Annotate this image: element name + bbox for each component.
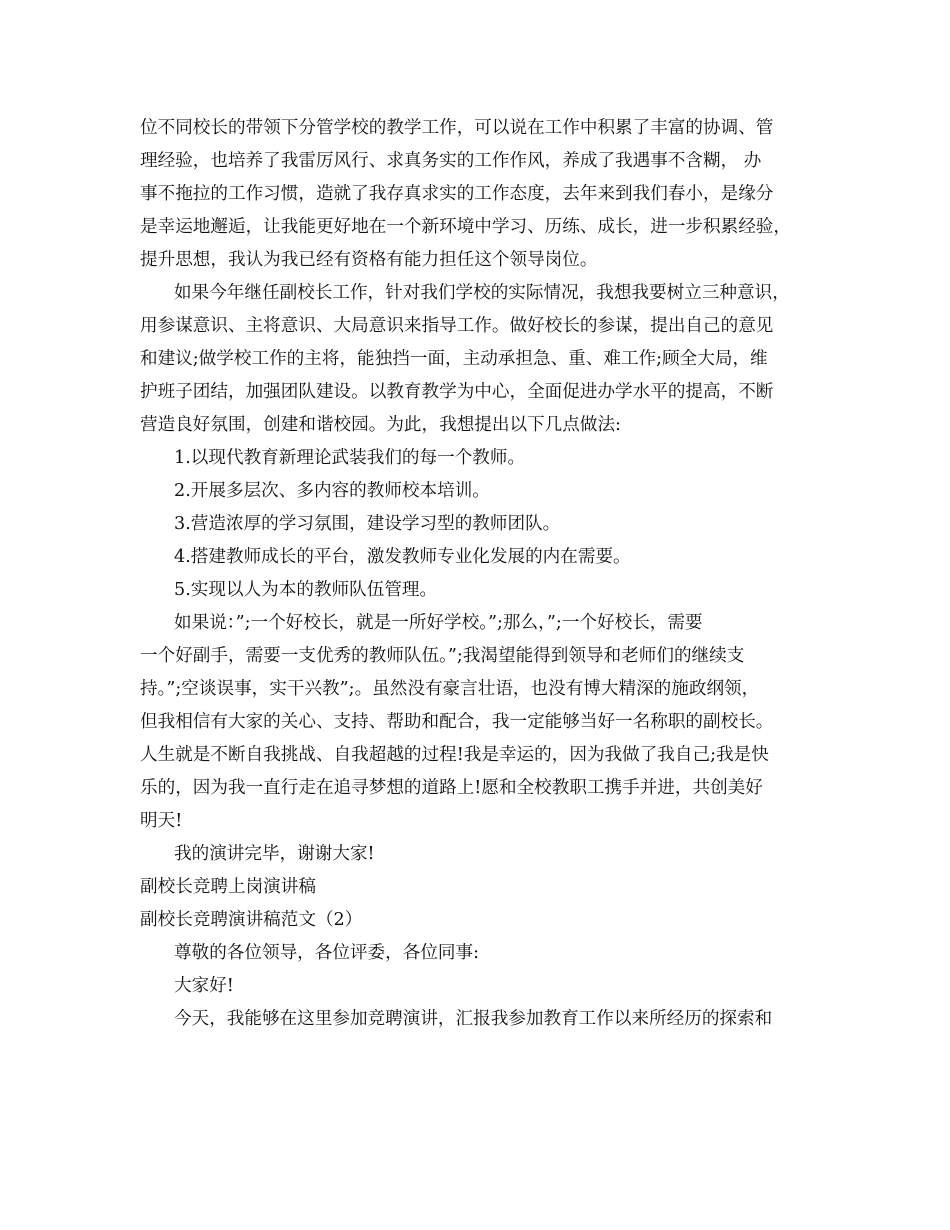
body-line: 是幸运地邂逅，让我能更好地在一个新环境中学习、历练、成长，进一步积累经验， xyxy=(140,217,791,237)
body-line: 但我相信有大家的关心、支持、帮助和配合，我一定能够当好一名称职的副校长。 xyxy=(140,712,774,732)
salutation: 尊敬的各位领导，各位评委，各位同事: xyxy=(174,943,480,963)
list-item: 1.以现代教育新理论武装我们的每一个教师。 xyxy=(174,448,526,468)
body-line: 用参谋意识、主将意识、大局意识来指导工作。做好校长的参谋，提出自己的意见 xyxy=(140,316,774,336)
body-line: 理经验，也培养了我雷厉风行、求真务实的工作作风，养成了我遇事不含糊， 办 xyxy=(140,151,762,171)
body-line: 乐的，因为我一直行走在追寻梦想的道路上!愿和全校教职工携手并进，共创美好 xyxy=(140,778,763,798)
body-line: 明天! xyxy=(140,811,183,831)
body-line: 和建议;做学校工作的主将，能独挡一面，主动承担急、重、难工作;顾全大局，维 xyxy=(140,349,768,369)
greeting: 大家好! xyxy=(174,976,234,996)
body-line: 持。”;空谈误事，实干兴教”;。虽然没有豪言壮语，也没有博大精深的施政纲领， xyxy=(140,679,760,699)
body-line: 护班子团结，加强团队建设。以教育教学为中心，全面促进办学水平的提高，不断 xyxy=(140,382,774,402)
body-line: 人生就是不断自我挑战、自我超越的过程!我是幸运的，因为我做了我自己;我是快 xyxy=(140,745,769,765)
body-line: 一个好副手，需要一支优秀的教师队伍。”;我渴望能得到领导和老师们的继续支 xyxy=(140,646,745,666)
body-line: 如果今年继任副校长工作，针对我们学校的实际情况，我想我要树立三种意识， xyxy=(174,283,790,303)
list-item: 4.搭建教师成长的平台，激发教师专业化发展的内在需要。 xyxy=(174,547,631,567)
body-line: 事不拖拉的工作习惯，造就了我存真求实的工作态度，去年来到我们春小，是缘分 xyxy=(140,184,774,204)
body-line: 营造良好氛围，创建和谐校园。为此，我想提出以下几点做法: xyxy=(140,415,621,435)
body-line: 如果说：”;一个好校长，就是一所好学校。”;那么，”;一个好校长，需要 xyxy=(174,613,703,633)
list-item: 2.开展多层次、多内容的教师校本培训。 xyxy=(174,481,490,501)
list-item: 3.营造浓厚的学习氛围，建设学习型的教师团队。 xyxy=(174,514,561,534)
list-item: 5.实现以人为本的教师队伍管理。 xyxy=(174,580,438,600)
body-line: 提升思想，我认为我已经有资格有能力担任这个领导岗位。 xyxy=(140,250,598,270)
body-line: 位不同校长的带领下分管学校的教学工作，可以说在工作中积累了丰富的协调、管 xyxy=(140,118,774,138)
section-title: 副校长竞聘演讲稿范文（2） xyxy=(140,910,363,930)
section-title: 副校长竞聘上岗演讲稿 xyxy=(140,877,316,897)
body-line: 今天，我能够在这里参加竞聘演讲，汇报我参加教育工作以来所经历的探索和 xyxy=(174,1009,773,1029)
body-line: 我的演讲完毕，谢谢大家! xyxy=(174,844,375,864)
